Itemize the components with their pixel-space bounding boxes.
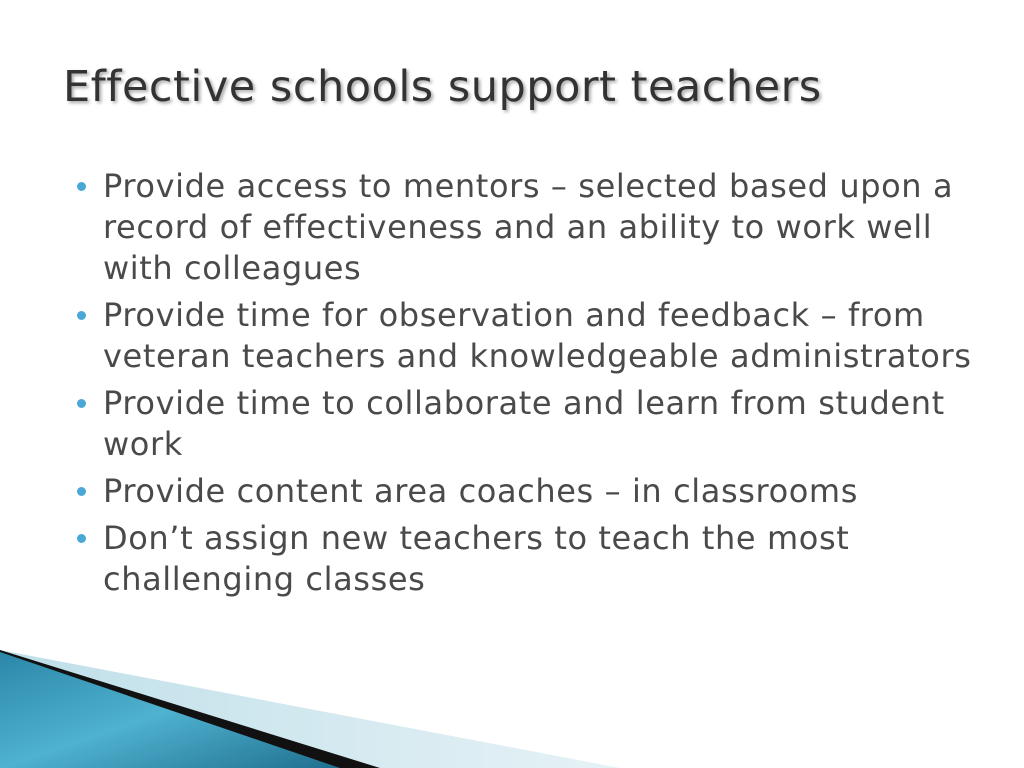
decor-black-band — [0, 650, 380, 768]
bullet-item — [73, 166, 973, 289]
slide-title: Effective schools support teachers — [63, 62, 822, 112]
bullet-item — [73, 295, 973, 377]
bullet-list — [73, 166, 973, 606]
bullet-text: Provide time to collaborate and learn from student work — [103, 384, 945, 463]
decor-blue-band — [0, 652, 340, 768]
decor-light-band — [0, 650, 620, 768]
bullet-marker-icon — [77, 311, 86, 320]
bullet-marker-icon — [77, 182, 86, 191]
bullet-marker-icon — [77, 399, 86, 408]
bullet-marker-icon — [77, 487, 86, 496]
bullet-text: Provide time for observation and feedback – from veteran teachers and knowledgeable administrators — [103, 296, 972, 375]
bullet-text: Don’t assign new teachers to teach the most challenging classes — [103, 519, 850, 598]
bullet-item — [73, 383, 973, 465]
bullet-item — [73, 471, 973, 512]
bullet-marker-icon — [77, 534, 86, 543]
bullet-text: Provide content area coaches – in classrooms — [103, 472, 858, 510]
bullet-text: Provide access to mentors – selected based upon a record of effectiveness and an ability to work well with colleagues — [103, 167, 954, 287]
bullet-item — [73, 518, 973, 600]
